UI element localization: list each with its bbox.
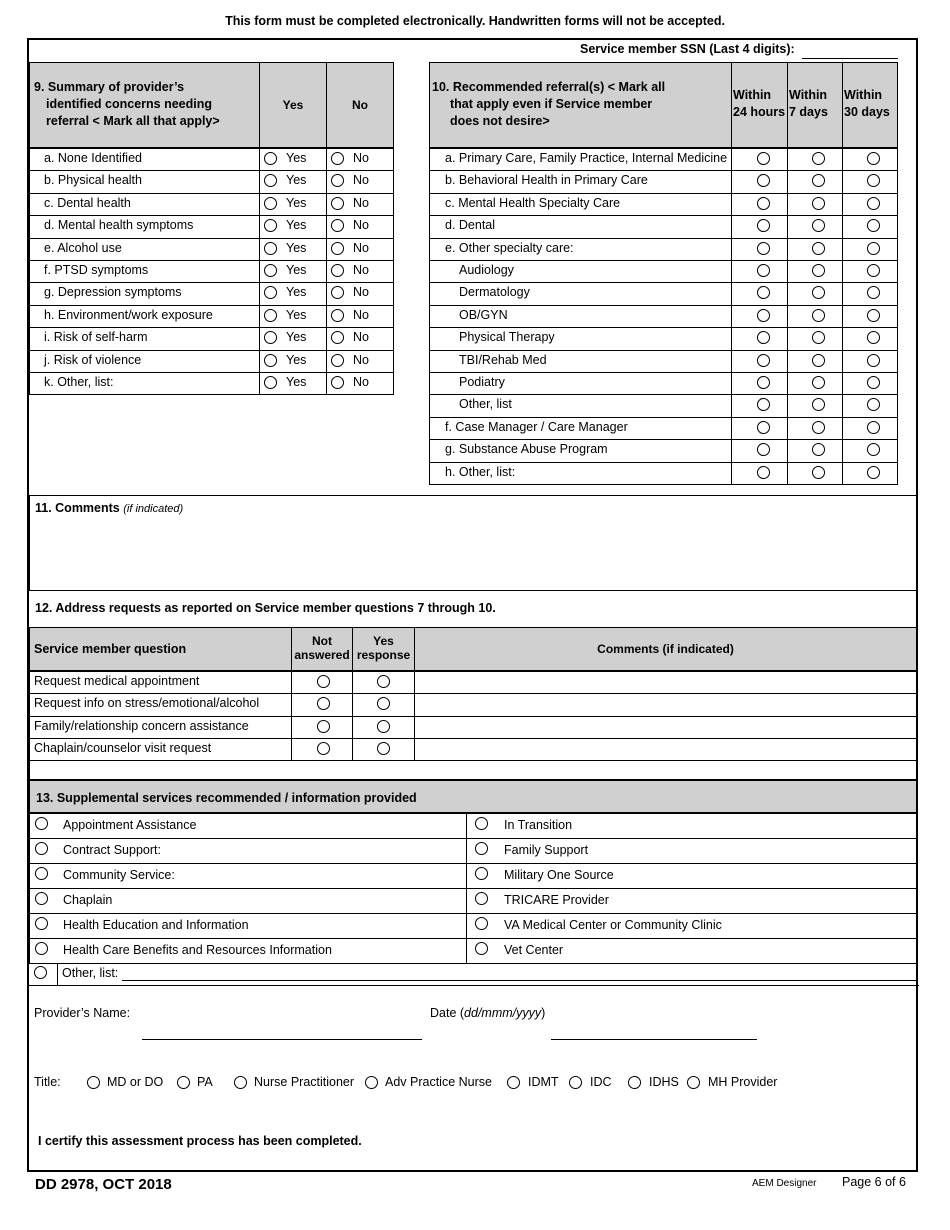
referral-timeframe-3-radio[interactable] xyxy=(867,264,880,277)
yes-option-label: Yes xyxy=(286,307,307,322)
referral-label: a. Primary Care, Family Practice, Internal Medicine xyxy=(445,151,728,165)
no-option-label: No xyxy=(353,240,369,255)
title-option-label: IDHS xyxy=(649,1075,679,1089)
supplemental-left-radio[interactable] xyxy=(35,942,48,955)
supplemental-left-radio[interactable] xyxy=(35,892,48,905)
concern-label: a. None Identified xyxy=(44,151,142,165)
section9-no-header: No xyxy=(326,62,394,148)
referral-label: OB/GYN xyxy=(459,307,508,322)
section12-title: 12. Address requests as reported on Service member questions 7 through 10. xyxy=(35,601,496,615)
referral-timeframe-1-radio[interactable] xyxy=(757,354,770,367)
yes-response-radio[interactable] xyxy=(377,720,390,733)
title-option-label: IDC xyxy=(590,1075,612,1089)
yes-option-label: Yes xyxy=(286,218,307,233)
referral-label: Other, list xyxy=(459,397,512,412)
within-24-hours-header: Within 24 hours xyxy=(731,62,788,148)
request-label: Request medical appointment xyxy=(34,674,200,688)
yes-option-label: Yes xyxy=(286,263,307,277)
supplemental-left-label: Appointment Assistance xyxy=(63,818,197,832)
ssn-input[interactable] xyxy=(802,58,898,59)
supplemental-other-radio[interactable] xyxy=(34,966,47,979)
referral-label: d. Dental xyxy=(445,218,496,233)
comments-title: 11. Comments xyxy=(35,501,120,515)
no-option-label: No xyxy=(353,263,369,277)
yes-response-radio[interactable] xyxy=(377,742,390,755)
yes-option-label: Yes xyxy=(286,195,307,210)
concern-label: f. PTSD symptoms xyxy=(44,263,149,277)
referral-timeframe-3-radio[interactable] xyxy=(867,376,880,389)
request-comment-input[interactable] xyxy=(414,693,917,716)
referral-label: c. Mental Health Specialty Care xyxy=(445,195,621,210)
referral-label: TBI/Rehab Med xyxy=(459,352,547,367)
supplemental-right-radio[interactable] xyxy=(475,942,488,955)
supplemental-other xyxy=(29,963,919,985)
supplemental-right-label: TRICARE Provider xyxy=(504,893,609,907)
referral-label: Audiology xyxy=(459,263,514,277)
not-answered-radio[interactable] xyxy=(317,720,330,733)
title-option-radio[interactable] xyxy=(234,1076,247,1089)
not-answered-header: Not answered xyxy=(291,627,353,671)
referral-label: g. Substance Abuse Program xyxy=(445,442,608,457)
referral-timeframe-2-radio[interactable] xyxy=(812,309,825,322)
referral-label: Physical Therapy xyxy=(459,330,555,345)
title-option-label: Adv Practice Nurse xyxy=(385,1075,492,1089)
concern-no-radio[interactable] xyxy=(331,264,344,277)
concern-label: b. Physical health xyxy=(44,173,142,188)
provider-name-label: Provider’s Name: xyxy=(34,1006,131,1020)
referral-timeframe-3-radio[interactable] xyxy=(867,354,880,367)
concern-label: i. Risk of self-harm xyxy=(44,330,148,345)
supplemental-right-label: Family Support xyxy=(504,843,589,857)
supplemental-right-radio[interactable] xyxy=(475,817,488,830)
request-label: Chaplain/counselor visit request xyxy=(34,740,212,755)
referral-label: f. Case Manager / Care Manager xyxy=(445,419,628,434)
concern-no-radio[interactable] xyxy=(331,354,344,367)
concern-no-radio[interactable] xyxy=(331,242,344,255)
supplemental-right-label: In Transition xyxy=(504,818,573,832)
concern-label: d. Mental health symptoms xyxy=(44,218,194,233)
supplemental-right-radio[interactable] xyxy=(475,917,488,930)
referral-timeframe-2-radio[interactable] xyxy=(812,242,825,255)
referral-timeframe-1-radio[interactable] xyxy=(757,264,770,277)
referral-timeframe-3-radio[interactable] xyxy=(867,242,880,255)
supplemental-left-radio[interactable] xyxy=(35,917,48,930)
concern-yes-radio[interactable] xyxy=(264,242,277,255)
supplemental-right-radio[interactable] xyxy=(475,842,488,855)
supplemental-left-label: Chaplain xyxy=(63,893,113,907)
supplemental-left-label: Health Care Benefits and Resources Information xyxy=(63,943,332,957)
page-number: Page 6 of 6 xyxy=(842,1175,906,1189)
section9-yes-header: Yes xyxy=(259,62,327,148)
referral-timeframe-2-radio[interactable] xyxy=(812,376,825,389)
supplemental-right-radio[interactable] xyxy=(475,867,488,880)
no-option-label: No xyxy=(353,330,369,345)
supplemental-right-radio[interactable] xyxy=(475,892,488,905)
yes-option-label: Yes xyxy=(286,352,307,367)
date-input[interactable] xyxy=(551,1039,757,1040)
provider-name-input[interactable] xyxy=(142,1039,422,1040)
title-option-radio[interactable] xyxy=(177,1076,190,1089)
title-option-label: MH Provider xyxy=(708,1075,778,1089)
ssn-label: Service member SSN (Last 4 digits): xyxy=(580,42,795,56)
not-answered-radio[interactable] xyxy=(317,742,330,755)
section9-header: 9. Summary of provider’s identified concerns needing referral < Mark all that apply> xyxy=(29,62,260,148)
referral-timeframe-2-radio[interactable] xyxy=(812,466,825,479)
comments-box[interactable] xyxy=(29,495,917,591)
referral-timeframe-2-radio[interactable] xyxy=(812,152,825,165)
title-option-radio[interactable] xyxy=(687,1076,700,1089)
title-option-radio[interactable] xyxy=(628,1076,641,1089)
no-option-label: No xyxy=(353,352,369,367)
concern-no-radio[interactable] xyxy=(331,152,344,165)
title-label: Title: xyxy=(34,1075,61,1089)
title-option-radio[interactable] xyxy=(87,1076,100,1089)
referral-timeframe-3-radio[interactable] xyxy=(867,309,880,322)
referral-timeframe-1-radio[interactable] xyxy=(757,376,770,389)
supplemental-other-input[interactable] xyxy=(122,980,917,981)
yes-option-label: Yes xyxy=(286,285,307,300)
concern-yes-radio[interactable] xyxy=(264,354,277,367)
concern-yes-radio[interactable] xyxy=(264,264,277,277)
title-option-radio[interactable] xyxy=(507,1076,520,1089)
no-option-label: No xyxy=(353,218,369,233)
concern-label: j. Risk of violence xyxy=(44,352,142,367)
aem-designer: AEM Designer xyxy=(752,1178,817,1189)
concern-label: k. Other, list: xyxy=(44,375,114,389)
referral-timeframe-3-radio[interactable] xyxy=(867,421,880,434)
concern-yes-radio[interactable] xyxy=(264,376,277,389)
within-7-days-header: Within 7 days xyxy=(787,62,843,148)
referral-timeframe-3-radio[interactable] xyxy=(867,197,880,210)
concern-yes-radio[interactable] xyxy=(264,152,277,165)
concern-label: h. Environment/work exposure xyxy=(44,307,213,322)
no-option-label: No xyxy=(353,285,369,300)
no-option-label: No xyxy=(353,173,369,188)
referral-timeframe-2-radio[interactable] xyxy=(812,264,825,277)
referral-label: Dermatology xyxy=(459,285,530,300)
spacer-row xyxy=(29,760,917,780)
request-label: Family/relationship concern assistance xyxy=(34,718,249,733)
certify-statement: I certify this assessment process has been completed. xyxy=(38,1134,362,1148)
supplemental-right-label: Vet Center xyxy=(504,943,564,957)
question-header: Service member question xyxy=(29,627,292,671)
referral-timeframe-1-radio[interactable] xyxy=(757,309,770,322)
yes-option-label: Yes xyxy=(286,173,307,188)
no-option-label: No xyxy=(353,151,369,165)
concern-no-radio[interactable] xyxy=(331,197,344,210)
title-option-label: Nurse Practitioner xyxy=(254,1075,355,1089)
no-option-label: No xyxy=(353,195,369,210)
title-option-radio[interactable] xyxy=(365,1076,378,1089)
referral-timeframe-2-radio[interactable] xyxy=(812,421,825,434)
supplemental-left-label: Contract Support: xyxy=(63,843,161,857)
supplemental-left-label: Health Education and Information xyxy=(63,918,249,932)
concern-label: c. Dental health xyxy=(44,195,131,210)
referral-label: b. Behavioral Health in Primary Care xyxy=(445,173,648,188)
electronic-notice: This form must be completed electronically. Handwritten forms will not be accepted. xyxy=(225,14,725,28)
supplemental-other-label: Other, list: xyxy=(62,966,119,980)
request-comment-input[interactable] xyxy=(414,716,917,739)
request-comment-input[interactable] xyxy=(414,738,917,761)
supplemental-left-radio[interactable] xyxy=(35,842,48,855)
referral-timeframe-2-radio[interactable] xyxy=(812,197,825,210)
no-option-label: No xyxy=(353,307,369,322)
concern-label: g. Depression symptoms xyxy=(44,285,182,300)
supplemental-right-label: Military One Source xyxy=(504,868,614,882)
referral-label: h. Other, list: xyxy=(445,464,516,479)
section13-header: 13. Supplemental services recommended / information provided xyxy=(29,780,917,813)
referral-timeframe-3-radio[interactable] xyxy=(867,152,880,165)
comments-hint: (if indicated) xyxy=(123,503,184,515)
title-option-label: PA xyxy=(197,1075,213,1089)
title-option-radio[interactable] xyxy=(569,1076,582,1089)
form-id: DD 2978, OCT 2018 xyxy=(35,1176,172,1193)
concern-yes-radio[interactable] xyxy=(264,197,277,210)
yes-option-label: Yes xyxy=(286,151,307,165)
referral-timeframe-1-radio[interactable] xyxy=(757,197,770,210)
concern-no-radio[interactable] xyxy=(331,309,344,322)
date-label: Date (dd/mmm/yyyy) xyxy=(430,1006,546,1020)
concern-yes-radio[interactable] xyxy=(264,309,277,322)
referral-timeframe-1-radio[interactable] xyxy=(757,421,770,434)
title-option-label: MD or DO xyxy=(107,1075,164,1089)
referral-label: Podiatry xyxy=(459,375,505,389)
not-answered-radio[interactable] xyxy=(317,675,330,688)
referral-timeframe-1-radio[interactable] xyxy=(757,466,770,479)
referral-timeframe-1-radio[interactable] xyxy=(757,242,770,255)
yes-option-label: Yes xyxy=(286,240,307,255)
request-comment-input[interactable] xyxy=(414,671,917,694)
concern-no-radio[interactable] xyxy=(331,376,344,389)
referral-label: e. Other specialty care: xyxy=(445,240,574,255)
supplemental-right-label: VA Medical Center or Community Clinic xyxy=(504,918,722,932)
supplemental-left-radio[interactable] xyxy=(35,867,48,880)
title-option-label: IDMT xyxy=(528,1075,559,1089)
referral-timeframe-1-radio[interactable] xyxy=(757,152,770,165)
supplemental-left-radio[interactable] xyxy=(35,817,48,830)
yes-response-radio[interactable] xyxy=(377,675,390,688)
concern-label: e. Alcohol use xyxy=(44,240,122,255)
comments-header: Comments (if indicated) xyxy=(414,627,917,671)
yes-response-header: Yes response xyxy=(352,627,415,671)
referral-timeframe-2-radio[interactable] xyxy=(812,354,825,367)
no-option-label: No xyxy=(353,375,369,389)
request-label: Request info on stress/emotional/alcohol xyxy=(34,696,260,711)
within-30-days-header: Within 30 days xyxy=(842,62,898,148)
yes-option-label: Yes xyxy=(286,330,307,345)
referral-timeframe-3-radio[interactable] xyxy=(867,466,880,479)
supplemental-left-label: Community Service: xyxy=(63,868,175,882)
yes-option-label: Yes xyxy=(286,375,307,389)
section10-header: 10. Recommended referral(s) < Mark all that apply even if Service member does not desire> xyxy=(429,62,732,148)
